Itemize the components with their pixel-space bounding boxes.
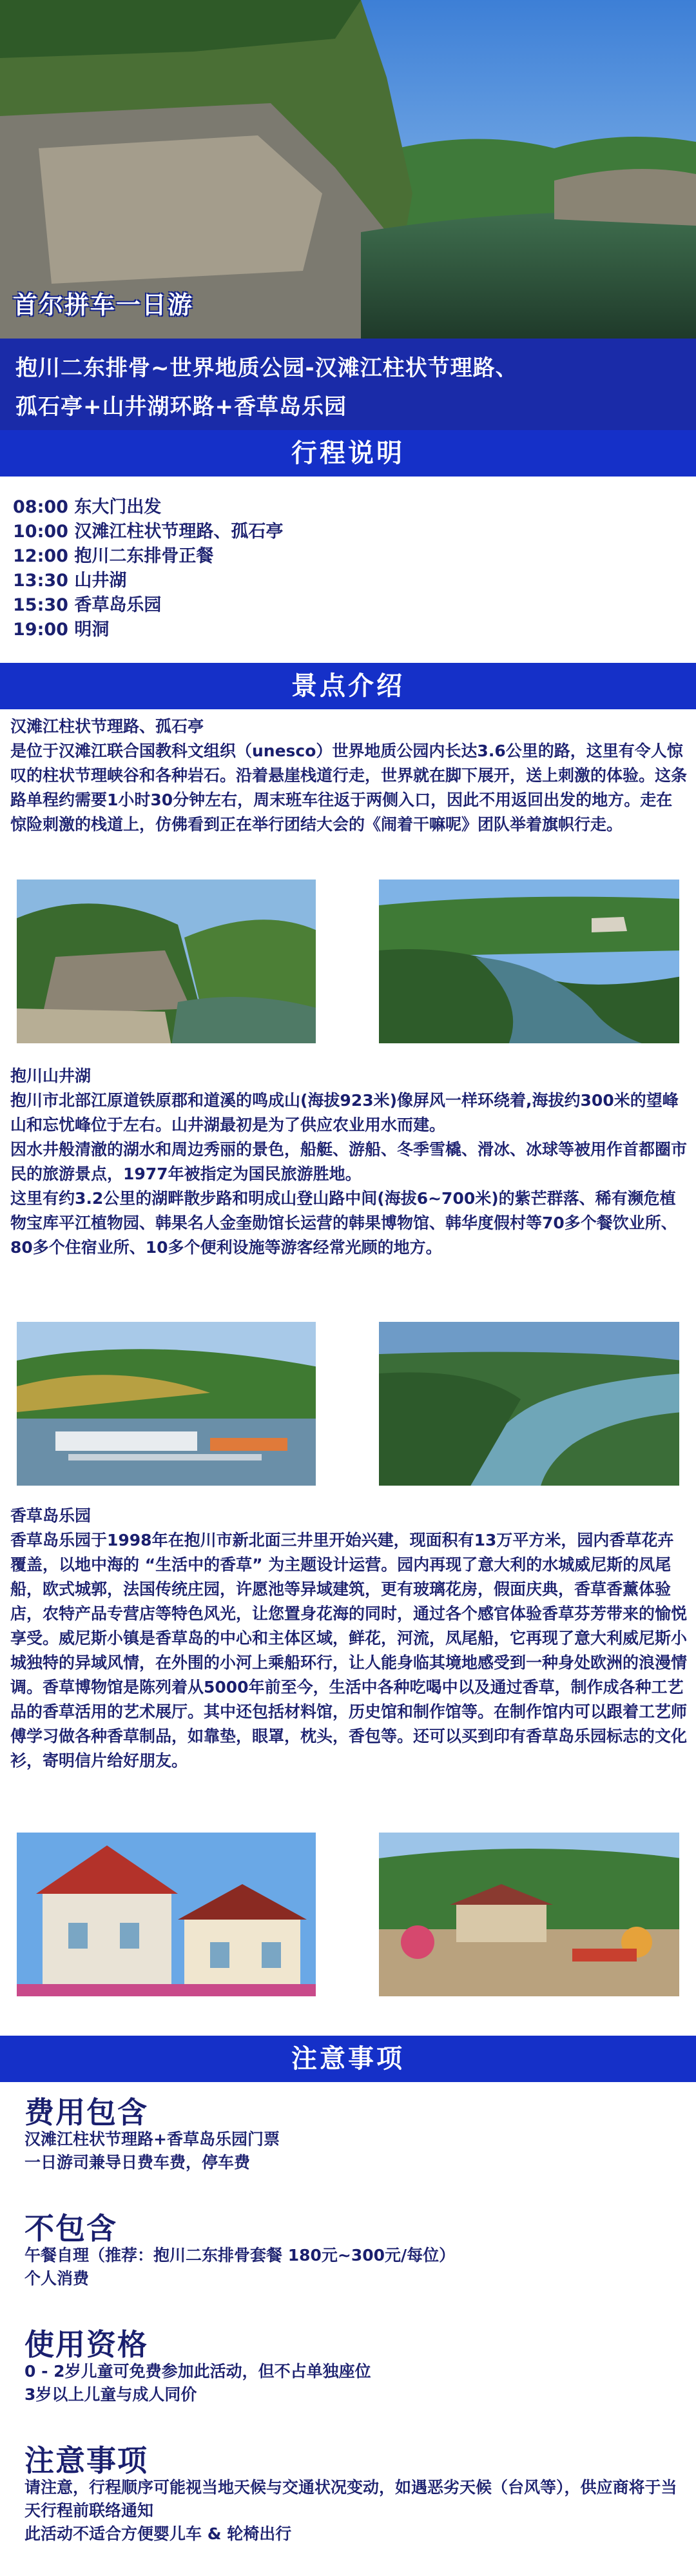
photo-lake-boats [15, 1321, 317, 1487]
note-line: 请注意，行程顺序可能视当地天候与交通状况变动，如遇恶劣天候（台风等），供应商将于当天行程前联络通知 [24, 2478, 677, 2520]
itinerary-item: 13:30 山井湖 [13, 571, 127, 591]
title-band [0, 339, 696, 430]
note-line: 0 - 2岁儿童可免费参加此活动，但不占单独座位 [24, 2362, 371, 2381]
notes-section-header: 注意事项 [0, 2036, 696, 2082]
note-line: 午餐自理（推荐：抱川二东排骨套餐 180元~300元/每位） [24, 2246, 456, 2265]
note-heading-eligibility: 使用资格 [24, 2327, 148, 2362]
itinerary-item: 15:30 香草岛乐园 [13, 595, 162, 615]
spots-section-header: 景点介绍 [0, 663, 696, 709]
itinerary-list [13, 495, 283, 642]
note-heading-excluded: 不包含 [24, 2211, 117, 2246]
hero-banner [0, 0, 696, 339]
spot-title: 香草岛乐园 [10, 1506, 92, 1525]
hero-tag: 首尔拼车一日游 [13, 291, 194, 319]
photo-hantan-cliffs [15, 878, 317, 1045]
note-line: 个人消费 [24, 2269, 90, 2288]
spot-title: 汉滩江柱状节理路、孤石亭 [10, 717, 204, 736]
note-body-excluded [24, 2244, 682, 2290]
photo-hantan-river [378, 878, 681, 1045]
tour-title-line2: 孤石亭+山井湖环路+香草岛乐园 [15, 394, 347, 420]
itinerary-item: 10:00 汉滩江柱状节理路、孤石亭 [13, 522, 284, 542]
spot-description: 因水井般清澈的湖水和周边秀丽的景色，船艇、游船、冬季雪橇、滑冰、冰球等被用作首都圈市民的旅游景点，1977年被指定为国民旅游胜地。 [10, 1140, 688, 1183]
tour-title-line1: 抱川二东排骨~世界地质公园-汉滩江柱状节理路、 [15, 355, 518, 381]
note-line: 汉滩江柱状节理路+香草岛乐园门票 [24, 2130, 280, 2148]
photo-herb-island-garden [378, 1831, 681, 1998]
itinerary-item: 12:00 抱川二东排骨正餐 [13, 546, 214, 566]
spot-description: 香草岛乐园于1998年在抱川市新北面三井里开始兴建，现面积有13万平方米，园内香草花卉覆盖，以地中海的 “生活中的香草” 为主题设计运营。园内再现了意大利的水城威尼斯的凤尾船，欧式城郭，法国传统庄园，许愿池等异域建筑，更有玻璃花房，假面庆典，香草香薰体验店，农特产品专营店等特色风光，让您置身花海的同时，通过各个感官体验香草芬芳带来的愉悦享受。威尼斯小镇是香草岛的中心和主体区域，鲜花，河流，凤尾船，它再现了意大利威尼斯小城独特的异域风情，在外围的小河上乘船环行，让人能身临其境地感受到一种身处欧洲的浪漫情调。香草博物馆是陈列着从5000年前至今，生活中各种吃喝中以及通过香草，制作成各种工艺品的香草活用的艺术展厅。其中还包括材料馆，历史馆和制作馆等。在制作馆内可以跟着工艺师傅学习做各种香草制品，如靠垫，眼罩，枕头，香包等。还可以买到印有香草岛乐园标志的文化衫，寄明信片给好朋友。 [10, 1531, 688, 1770]
note-heading-notice: 注意事项 [24, 2443, 148, 2478]
note-line: 3岁以上儿童与成人同价 [24, 2385, 197, 2404]
spot-herb-island [10, 1504, 687, 1773]
itinerary-item: 19:00 明洞 [13, 620, 110, 640]
note-heading-included: 费用包含 [24, 2095, 148, 2130]
note-body-notice [24, 2476, 682, 2546]
spot-description: 抱川市北部江原道铁原郡和道溪的鸣成山(海拔923米)像屏风一样环绕着,海拔约300米的望峰山和忘忧峰位于左右。山井湖最初是为了供应农业用水而建。 [10, 1091, 679, 1134]
itinerary-item: 08:00 东大门出发 [13, 497, 162, 517]
itinerary-section-header: 行程说明 [0, 430, 696, 477]
spot-description: 是位于汉滩江联合国教科文组织（unesco）世界地质公园内长达3.6公里的路，这里有令人惊叹的柱状节理峡谷和各种岩石。沿着悬崖栈道行走，世界就在脚下展开，送上刺激的体验。这条路单程约需要1小时30分钟左右，周末班车往返于两侧入口，因此不用返回出发的地方。走在惊险刺激的栈道上，仿佛看到正在举行团结大会的《闹着干嘛呢》团队举着旗帜行走。 [10, 742, 688, 834]
spot-description: 这里有约3.2公里的湖畔散步路和明成山登山路中间(海拔6~700米)的紫芒群落、稀有濒危植物宝库平江植物园、韩果名人金奎勋馆长运营的韩果博物馆、韩华度假村等70多个餐饮业所、80多个住宿业所、10多个便利设施等游客经常光顾的地方。 [10, 1189, 677, 1257]
note-line: 一日游司兼导日费车费，停车费 [24, 2153, 251, 2172]
note-body-eligibility [24, 2360, 682, 2406]
note-body-included [24, 2128, 682, 2174]
spot-title: 抱川山井湖 [10, 1067, 92, 1085]
note-line: 此活动不适合方便婴儿车 & 轮椅出行 [24, 2524, 292, 2543]
photo-lake-aerial [378, 1321, 681, 1487]
spot-sanjeong-lake [10, 1064, 687, 1260]
spot-hantan [10, 714, 687, 837]
photo-herb-island-building [15, 1831, 317, 1998]
